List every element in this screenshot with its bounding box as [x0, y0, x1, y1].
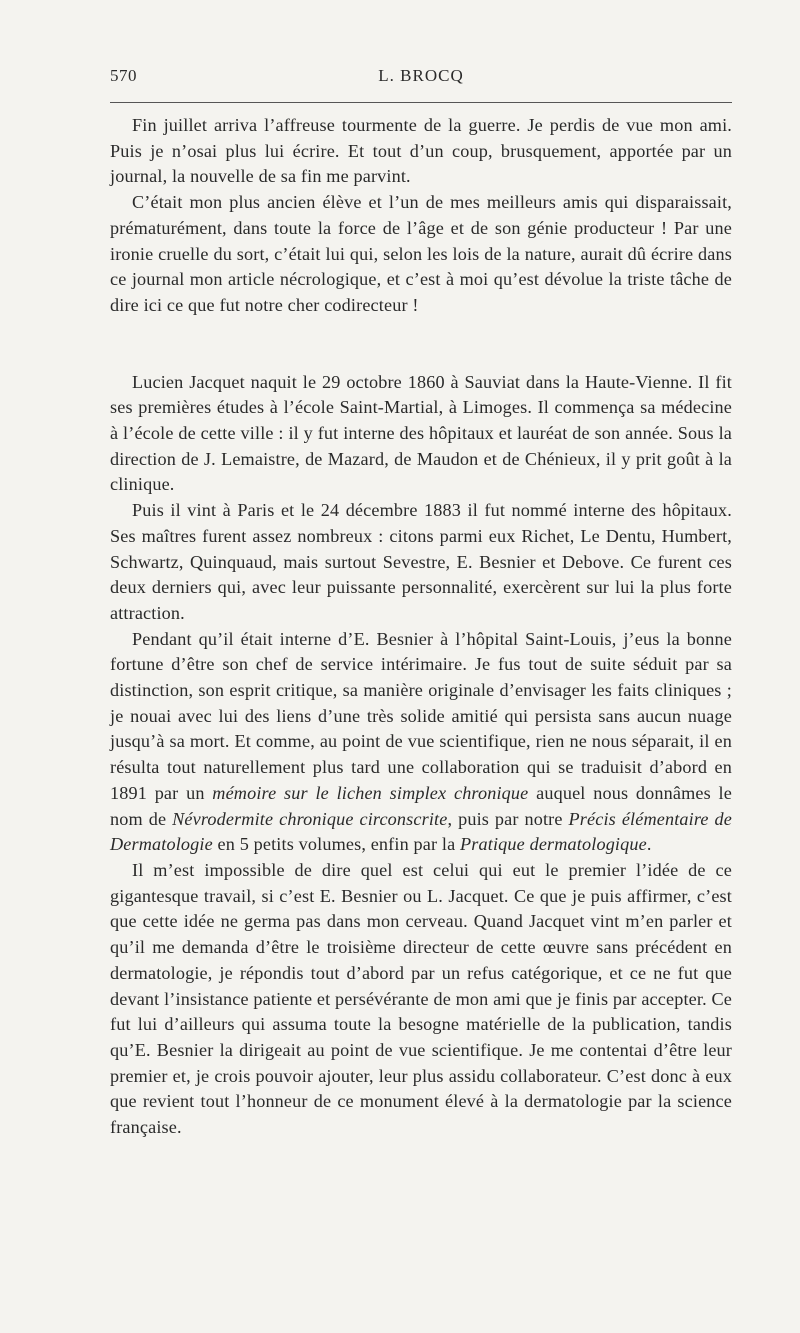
paragraph	[110, 627, 732, 858]
page-header	[110, 66, 732, 90]
text-run: en 5 petits volumes, enfin par la	[217, 834, 456, 855]
text-run: , puis par notre	[447, 808, 563, 829]
paragraph: Fin juillet arriva l’affreuse tourmente de la guerre. Je perdis de vue mon ami. Puis je n’osai plus lui écrire. Et tout d’un coup, brusquement, apportée par un journal, la nouvelle de sa fin me parvint.	[110, 115, 732, 187]
italic-title: Pratique dermatologique	[460, 834, 647, 855]
paragraph: Puis il vint à Paris et le 24 décembre 1883 il fut nommé interne des hôpitaux. Ses maîtres furent assez nombreux : citons parmi eux Richet, Le Dentu, Humbert, Schwartz, Quinquaud, mais surtout Sevestre, E. Besnier et Debove. Ce furent ces deux derniers qui, avec leur puissante personnalité, exercèrent sur lui la plus forte attraction.	[110, 500, 732, 623]
paragraph: Il m’est impossible de dire quel est celui qui eut le premier l’idée de ce gigantesque travail, si c’est E. Besnier ou L. Jacquet. Ce que je puis affirmer, c’est que cette idée ne germa pas dans mon cerveau. Quand Jacquet vint m’en parler et qu’il me demanda d’être le troisième directeur de cette œuvre sans précédent en dermatologie, je répondis tout d’abord par un refus catégorique, et ce ne fut que devant l’insistance patiente et persévérante de mon ami que je finis par accepter. Ce fut lui d’ailleurs qui assuma toute la besogne matérielle de la publication, tandis qu’E. Besnier la dirigeait au point de vue scientifique. Je me contentai d’être leur premier et, je crois pouvoir ajouter, leur plus assidu collaborateur. C’est donc à eux que revient tout l’honneur de ce monument élevé à la dermatologie par la science française.	[110, 859, 732, 1138]
page-number: 570	[110, 66, 137, 85]
body-text	[110, 113, 732, 1141]
running-head: L. BROCQ	[378, 66, 464, 85]
italic-title: Précis élémentaire de Dermatologie	[110, 808, 733, 855]
italic-title: mémoire sur le lichen simplex chronique	[212, 782, 529, 803]
text-run: .	[646, 834, 652, 855]
paragraph: Lucien Jacquet naquit le 29 octobre 1860 à Sauviat dans la Haute-Vienne. Il fit ses premières études à l’école Saint-Martial, à Limoges. Il commença sa médecine à l’école de cette ville : il y fut interne des hôpitaux et lauréat de son année. Sous la direction de J. Lemaistre, de Mazard, de Maudon et de Chénieux, il y prit goût à la clinique.	[110, 371, 732, 495]
paragraph: C’était mon plus ancien élève et l’un de mes meilleurs amis qui disparaissait, prématurément, dans toute la force de l’âge et de son génie producteur ! Par une ironie cruelle du sort, c’était lui qui, selon les lois de la nature, aurait dû écrire dans ce journal mon article nécrologique, et c’est à moi qu’est dévolue la triste tâche de dire ici ce que fut notre cher codirecteur !	[110, 192, 732, 315]
italic-title: Névrodermite chronique circonscrite	[172, 808, 448, 829]
text-run: Pendant qu’il était interne d’E. Besnier à l’hôpital Saint-Louis, j’eus la bonne fortune d’être son chef de service intérimaire. Je fus tout de suite séduit par sa distinction, son esprit critique, sa manière originale d’envisager les faits cliniques ; je nouai avec lui des liens d’une très solide amitié qui persista sans aucun nuage jusqu’à sa mort. Et comme, au point de vue scientifique, rien ne nous séparait, il en résulta tout naturellement plus tard une collaboration qui se traduisit d’abord en 1891 par un	[110, 628, 732, 803]
text-run: auquel nous donnâmes le nom de	[110, 782, 732, 829]
header-rule	[110, 102, 732, 103]
